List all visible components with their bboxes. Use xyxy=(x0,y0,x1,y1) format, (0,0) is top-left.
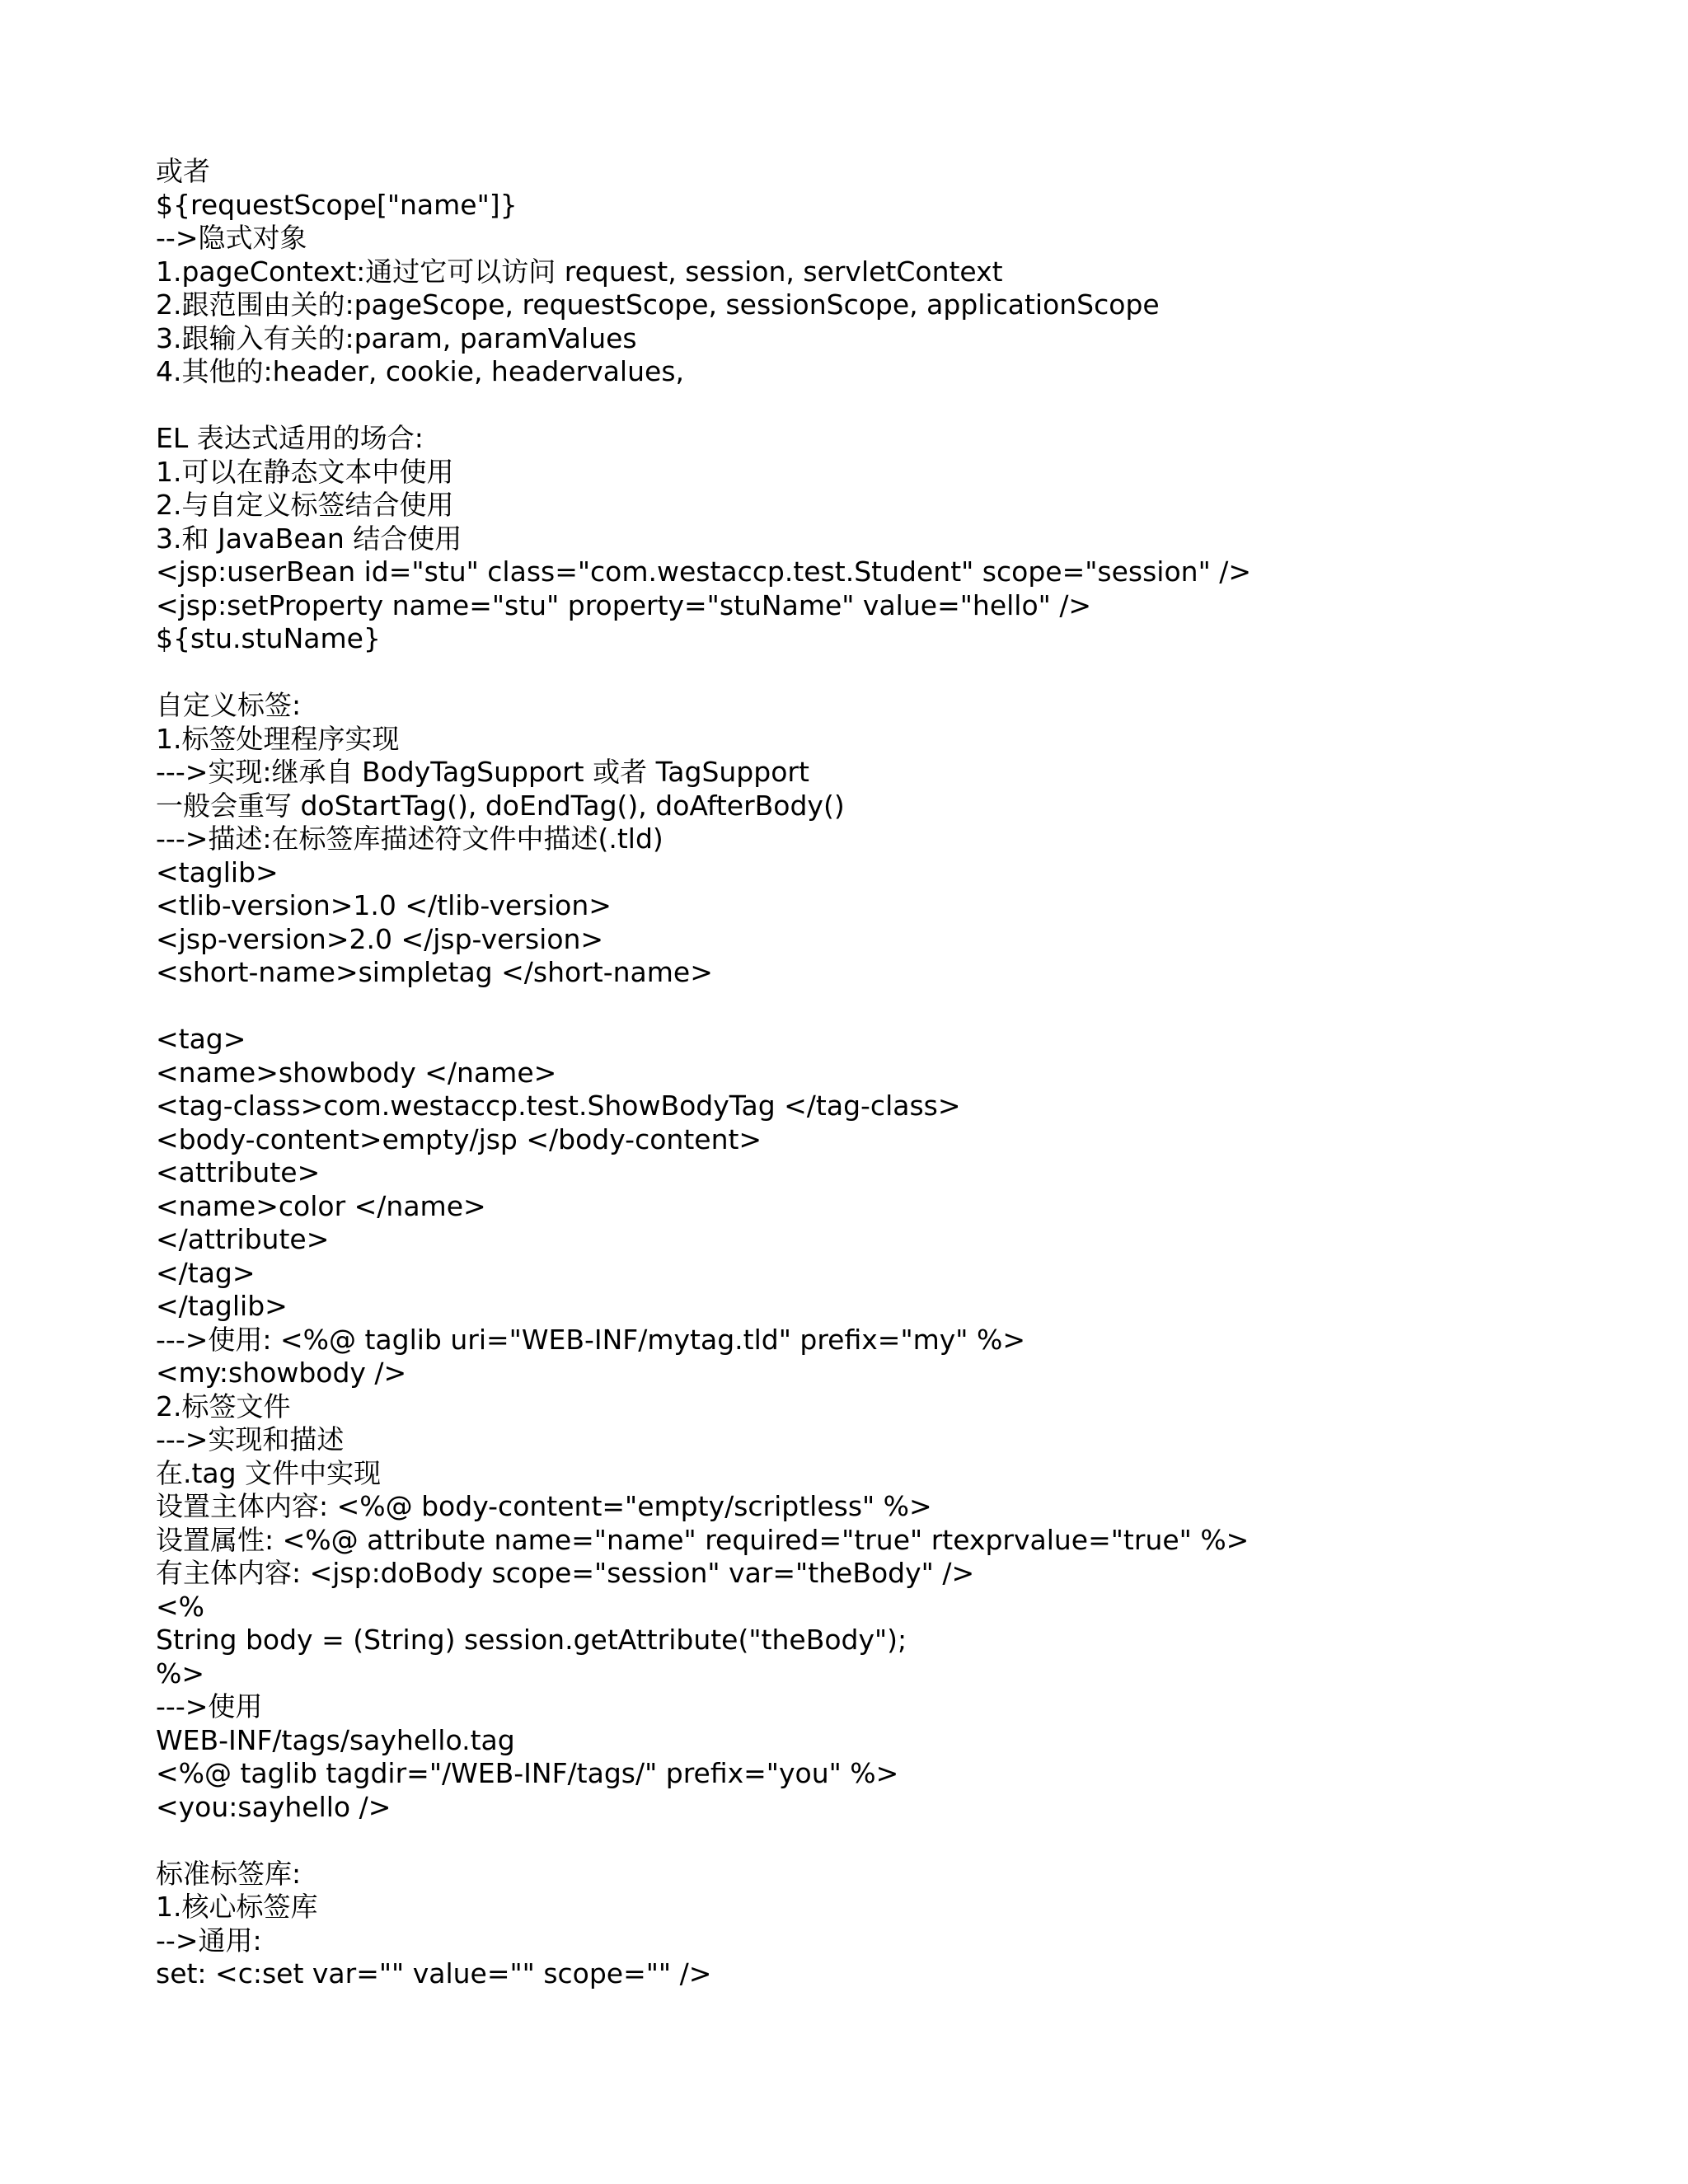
text-line: <tag> xyxy=(156,1023,246,1055)
text-line: --->使用: <%@ taglib uri="WEB-INF/mytag.tld" prefix="my" %> xyxy=(156,1323,1025,1356)
document-body xyxy=(156,155,1639,1991)
text-line: <attribute> xyxy=(156,1156,321,1188)
text-line: 标准标签库: xyxy=(156,1857,302,1890)
text-line: 1.pageContext:通过它可以访问 request, session, servletContext xyxy=(156,255,1003,288)
text-line: %> xyxy=(156,1657,205,1690)
text-line: </taglib> xyxy=(156,1290,288,1322)
text-line: 2.标签文件 xyxy=(156,1390,291,1422)
text-line: 一般会重写 doStartTag(), doEndTag(), doAfterBody() xyxy=(156,789,845,822)
text-line: -->通用: xyxy=(156,1924,262,1957)
text-line: <tag-class>com.westaccp.test.ShowBodyTag </tag-class> xyxy=(156,1090,961,1122)
text-line: 或者 xyxy=(156,155,210,187)
text-line: <jsp:setProperty name="stu" property="stuName" value="hello" /> xyxy=(156,588,1092,621)
text-line: <you:sayhello /> xyxy=(156,1790,392,1823)
text-line: <% xyxy=(156,1590,205,1623)
text-line: -->隐式对象 xyxy=(156,222,307,254)
text-line: ${stu.stuName} xyxy=(156,622,381,654)
text-line: <body-content>empty/jsp </body-content> xyxy=(156,1122,762,1155)
text-line: 设置主体内容: <%@ body-content="empty/scriptless" %> xyxy=(156,1490,932,1522)
text-line: 有主体内容: <jsp:doBody scope="session" var="theBody" /> xyxy=(156,1557,975,1589)
text-line: 在.tag 文件中实现 xyxy=(156,1456,382,1489)
text-line: 1.核心标签库 xyxy=(156,1891,318,1923)
text-line: --->使用 xyxy=(156,1690,263,1722)
blank-line xyxy=(156,1824,1639,1858)
text-line: 1.标签处理程序实现 xyxy=(156,722,400,755)
text-line: <name>color </name> xyxy=(156,1189,486,1222)
text-line: 4.其他的:header, cookie, headervalues, xyxy=(156,355,685,387)
text-line: 自定义标签: xyxy=(156,689,302,721)
text-line: <jsp:userBean id="stu" class="com.westaccp.test.Student" scope="session" /> xyxy=(156,555,1252,588)
text-line: --->实现:继承自 BodyTagSupport 或者 TagSupport xyxy=(156,756,809,788)
text-line: </tag> xyxy=(156,1256,256,1289)
text-line: <short-name>simpletag </short-name> xyxy=(156,956,713,988)
blank-line xyxy=(156,990,1639,1024)
text-line: <jsp-version>2.0 </jsp-version> xyxy=(156,922,604,955)
blank-line xyxy=(156,656,1639,690)
text-line: 2.与自定义标签结合使用 xyxy=(156,489,454,521)
text-line: 设置属性: <%@ attribute name="name" required="true" rtexprvalue="true" %> xyxy=(156,1523,1250,1556)
text-line: <%@ taglib tagdir="/WEB-INF/tags/" prefix="you" %> xyxy=(156,1757,899,1789)
text-line: <name>showbody </name> xyxy=(156,1056,557,1089)
text-line: 2.跟范围由关的:pageScope, requestScope, sessionScope, applicationScope xyxy=(156,288,1160,321)
text-line: <taglib> xyxy=(156,855,279,888)
text-line: 3.跟输入有关的:param, paramValues xyxy=(156,321,637,354)
text-line: --->实现和描述 xyxy=(156,1423,345,1455)
text-line: <tlib-version>1.0 </tlib-version> xyxy=(156,889,612,921)
text-line: EL 表达式适用的场合: xyxy=(156,422,424,454)
text-line: WEB-INF/tags/sayhello.tag xyxy=(156,1723,515,1756)
text-line: String body = (String) session.getAttribute("theBody"); xyxy=(156,1624,907,1656)
blank-line xyxy=(156,389,1639,423)
text-line: </attribute> xyxy=(156,1223,330,1255)
text-line: ${requestScope["name"]} xyxy=(156,188,518,221)
text-line: <my:showbody /> xyxy=(156,1357,407,1389)
text-line: --->描述:在标签库描述符文件中描述(.tld) xyxy=(156,823,663,855)
text-line: set: <c:set var="" value="" scope="" /> xyxy=(156,1957,712,1990)
text-line: 3.和 JavaBean 结合使用 xyxy=(156,522,462,555)
text-line: 1.可以在静态文本中使用 xyxy=(156,455,454,488)
